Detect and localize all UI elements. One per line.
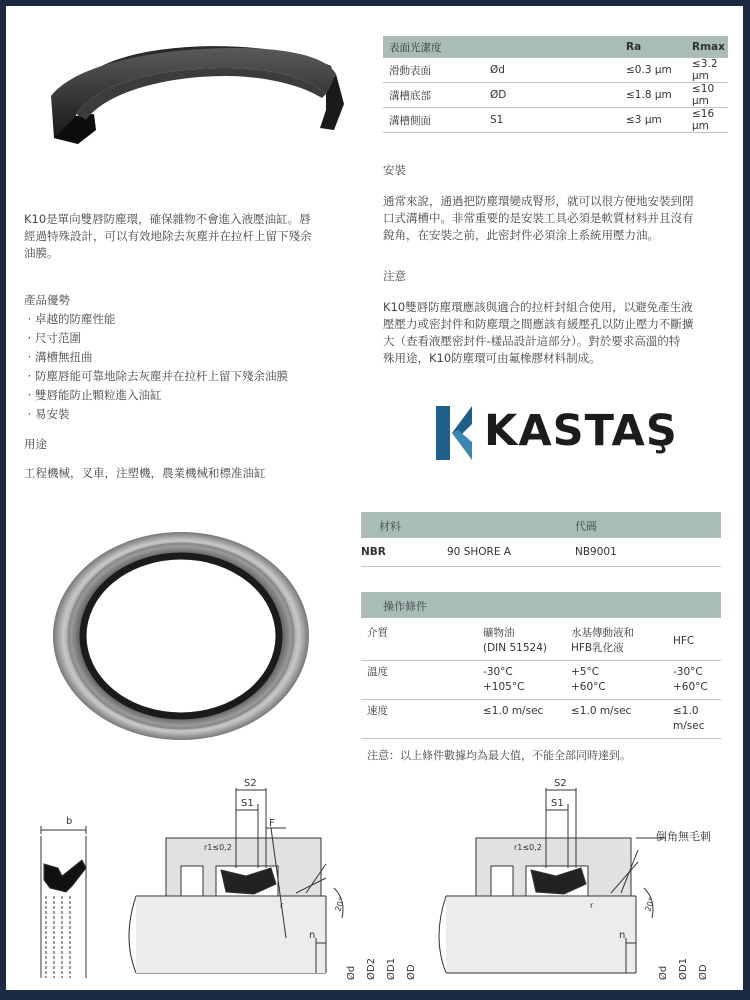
surface-header-rmax: Rmax [692,41,725,53]
intro-line: 經過特殊設計，可以有效地除去灰塵并在拉杆上留下殘余 [24,229,312,243]
table-row [361,700,721,739]
cell: +5°C [571,666,600,678]
usage-title: 用途 [24,437,47,451]
cell: +60°C [571,681,606,693]
cell: ≤10 µm [686,83,728,108]
technical-drawing [26,768,731,983]
list-item-text: 尺寸范圍 [34,331,81,345]
cell: S1 [484,108,620,133]
operating-note: 注意：以上條件數據均為最大值，不能全部同時達到。 [367,749,631,762]
cell: ≤3.2 µm [686,58,728,83]
operating-header [361,592,721,618]
ring-image [46,526,316,746]
cell: 滑動表面 [383,58,484,83]
cell: ≤1.0 m/sec [571,705,632,717]
list-item-text: 雙唇能防止顆粒進入油缸 [34,388,162,402]
cell: ≤1.8 µm [620,83,686,108]
table-row [361,622,721,661]
logo-text: KASTAŞ [484,406,678,456]
surface-header-finish: 表面光潔度 [389,41,442,54]
cell: HFC [673,635,695,647]
notice-section [383,268,728,367]
list-item: · 雙唇能防止顆粒進入油缸 [24,388,162,402]
list-item: · 防塵唇能可靠地除去灰塵并在拉杆上留下殘余油膜 [24,369,288,383]
list-item-text: 防塵唇能可靠地除去灰塵并在拉杆上留下殘余油膜 [34,369,288,383]
label-r02-right: r1≤0,2 [514,843,542,852]
operating-conditions [361,592,721,764]
list-item: · 溝槽無扭曲 [24,350,93,364]
page [6,6,743,990]
surface-finish-table [383,36,728,133]
notice-line: 大（查看液壓密封件-樣品設計這部分）。對於要求高溫的特 [383,334,681,348]
cell: +60°C [673,681,708,693]
list-item: · 尺寸范圍 [24,331,81,345]
code-header: 代碼 [575,520,597,533]
label-d2: ØD2 [366,958,377,980]
material-code: NB9001 [575,546,617,558]
install-line: 通常來說，通過把防塵環變成腎形，就可以很方便地安裝到閉 [383,194,694,208]
label-d1: ØD1 [386,958,397,980]
label-d1-right: ØD1 [678,958,689,980]
install-title: 安裝 [383,163,406,177]
cell: 溝槽側面 [383,108,484,133]
label-n: n [309,930,316,941]
notice-line: K10雙唇防塵環應該與適合的拉杆封組合使用，以避免產生液 [383,300,693,314]
label-d-right: Ød [658,965,669,980]
install-section [383,162,728,244]
list-item-text: 溝槽無扭曲 [34,350,93,364]
usage-text: 工程機械，叉車，注塑機，農業機械和標准油缸 [24,466,266,480]
list-item: · 易安裝 [24,407,70,421]
material-hardness: 90 SHORE A [447,546,511,558]
cell: HFB乳化液 [571,642,624,654]
cell: 溝槽底部 [383,83,484,108]
surface-header-ra: Ra [626,41,642,53]
intro-line: K10是單向雙唇防塵環，確保雜物不會進入液壓油缸。唇 [24,212,311,226]
label-s2-right: S2 [554,778,567,789]
advantages-title: 產品優勢 [24,293,70,307]
table-row [383,83,728,108]
label-r02: r1≤0,2 [204,843,232,852]
cell: ≤3 µm [620,108,686,133]
cell: +105°C [483,681,525,693]
material-table [361,512,721,567]
label-s1: S1 [241,798,254,809]
table-row [383,58,728,83]
label-d: Ød [346,965,357,980]
label-b: b [66,816,73,827]
cell: ≤1.0 m/sec [673,705,705,732]
cell: Ød [484,58,620,83]
cell: 水基傳動液和 [571,627,634,639]
cell: ≤0.3 µm [620,58,686,83]
cell: 溫度 [361,661,477,700]
advantages-section [24,291,369,424]
cell: -30°C [483,666,513,678]
table-row [383,108,728,133]
label-angle: 20° [333,896,347,913]
label-s1-right: S1 [551,798,564,809]
usage-section [24,436,369,482]
cell: 介質 [361,622,477,661]
cell: ≤16 µm [686,108,728,133]
cell: 速度 [361,700,477,739]
material-name: NBR [361,546,386,558]
label-chamfer: 倒角無毛刺 [656,830,711,843]
operating-title: 操作條件 [383,600,427,613]
notice-line: 殊用途，K10防塵環可由氟橡膠材料制成。 [383,351,601,365]
surface-table-header [383,36,728,58]
seal-cutaway-image [36,34,356,159]
label-n-right: n [619,930,626,941]
list-item-text: 卓越的防塵性能 [34,312,116,326]
label-D: ØD [406,964,417,980]
table-row [361,661,721,700]
label-r-right: r [590,901,594,910]
intro-text [24,211,369,262]
notice-line: 壓壓力或密封件和防塵環之間應該有緩壓孔以防止壓力不斷擴 [383,317,694,331]
list-item-text: 易安裝 [34,407,70,421]
logo-mark-icon [434,404,474,462]
material-table-header [361,512,721,538]
install-line: 銳角，在安裝之前，此密封件必須涂上系統用壓力油。 [383,228,659,242]
cell: ≤1.0 m/sec [483,705,544,717]
cell: (DIN 51524) [483,642,547,654]
notice-title: 注意 [383,269,406,283]
table-row [361,538,721,567]
list-item: · 卓越的防塵性能 [24,312,116,326]
label-r: r [280,901,284,910]
intro-line: 油膜。 [24,246,59,260]
surface-header-blank [484,36,620,58]
install-line: 口式溝槽中。非常重要的是安裝工具必須是軟質材料并且沒有 [383,211,694,225]
material-header: 材料 [379,520,401,533]
label-D-right: ØD [698,964,709,980]
label-f: F [269,818,275,829]
cell: ØD [484,83,620,108]
kastas-logo [434,398,724,468]
cell: -30°C [673,666,703,678]
cell: 礦物油 [483,627,515,639]
label-angle-right: 20° [643,896,657,913]
label-s2: S2 [244,778,257,789]
